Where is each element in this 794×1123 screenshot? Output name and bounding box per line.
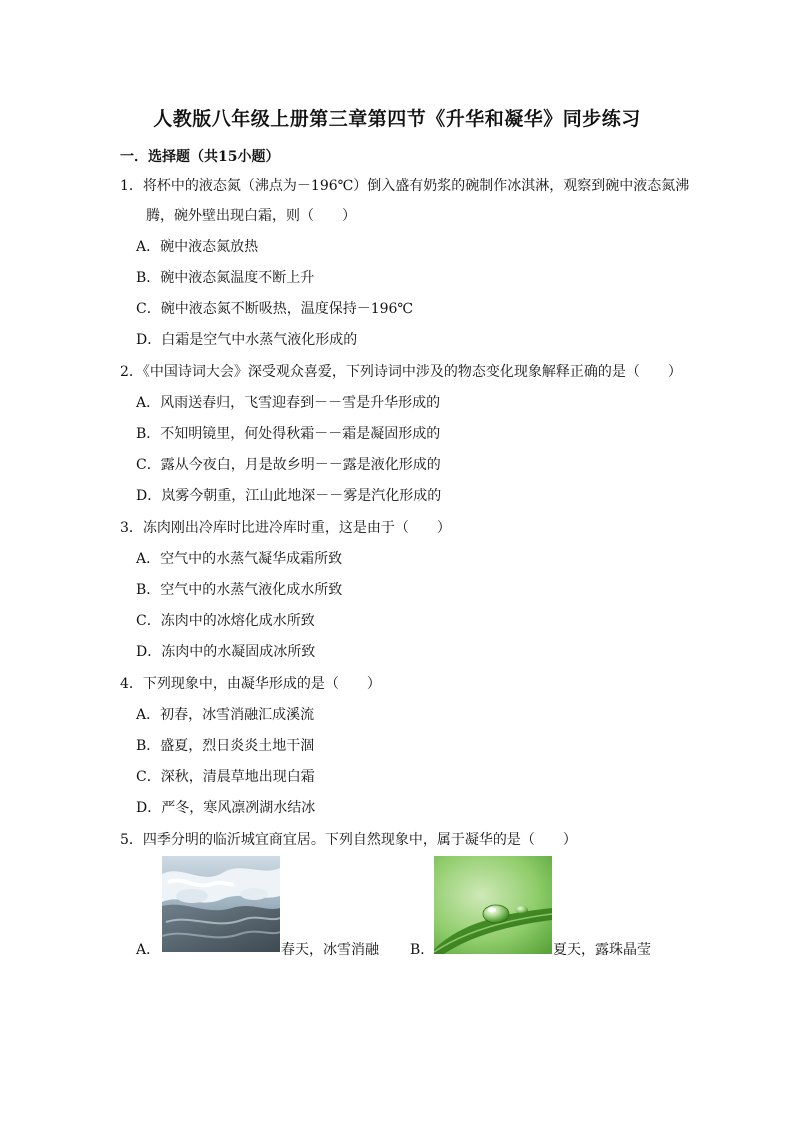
question-5-stem: 5．四季分明的临沂城宜商宜居。下列自然现象中，属于凝华的是（ ） <box>120 832 577 848</box>
question-4-option-a: A．初春，冰雪消融汇成溪流 <box>136 707 315 723</box>
question-1-option-c: C．碗中液态氮不断吸热，温度保持－196℃ <box>136 301 414 317</box>
question-3-option-d: D．冻肉中的水凝固成冰所致 <box>136 644 316 660</box>
question-3-option-b: B．空气中的水蒸气液化成水所致 <box>136 582 343 598</box>
question-5-option-b-caption: 夏天，露珠晶莹 <box>553 942 651 958</box>
question-4-option-b: B．盛夏，烈日炎炎土地干涸 <box>136 738 315 754</box>
question-3-stem: 3．冻肉刚出冷库时比进冷库时重，这是由于（ ） <box>120 520 451 536</box>
question-3-option-c: C．冻肉中的冰熔化成水所致 <box>136 613 315 629</box>
question-2-option-b: B．不知明镜里，何处得秋霜－－霜是凝固形成的 <box>136 426 441 442</box>
ice-stream-photo <box>162 856 280 952</box>
section-heading: 一．选择题（共15小题） <box>120 149 280 165</box>
question-1-option-b: B．碗中液态氮温度不断上升 <box>136 270 315 286</box>
question-5-option-b-label: B． <box>410 942 435 958</box>
question-2-stem: 2．《中国诗词大会》深受观众喜爱，下列诗词中涉及的物态变化现象解释正确的是（ ） <box>120 364 682 380</box>
question-3-option-a: A．空气中的水蒸气凝华成霜所致 <box>136 551 343 567</box>
question-2-option-d: D．岚雾今朝重，江山此地深－－雾是汽化形成的 <box>136 488 442 504</box>
question-4-stem: 4．下列现象中，由凝华形成的是（ ） <box>120 676 381 692</box>
question-4-option-c: C．深秋，清晨草地出现白霜 <box>136 769 315 785</box>
question-5-option-a-label: A． <box>136 942 161 958</box>
question-5-option-a-caption: 春天，冰雪消融 <box>281 942 379 958</box>
question-1-option-d: D．白霜是空气中水蒸气液化形成的 <box>136 332 358 348</box>
question-1-option-a: A．碗中液态氮放热 <box>136 239 259 255</box>
question-1-stem: 1．将杯中的液态氮（沸点为－196℃）倒入盛有奶浆的碗制作冰淇淋，观察到碗中液态氮沸 <box>120 178 690 194</box>
question-2-option-c: C．露从今夜白，月是故乡明－－露是液化形成的 <box>136 457 441 473</box>
question-1-stem-continued: 腾，碗外壁出现白霜，则（ ） <box>146 208 356 224</box>
dewdrop-leaf-photo <box>434 856 552 954</box>
question-4-option-d: D．严冬，寒风凛冽湖水结冰 <box>136 800 316 816</box>
question-2-option-a: A．风雨送春归，飞雪迎春到－－雪是升华形成的 <box>136 395 441 411</box>
document-title: 人教版八年级上册第三章第四节《升华和凝华》同步练习 <box>153 108 641 130</box>
